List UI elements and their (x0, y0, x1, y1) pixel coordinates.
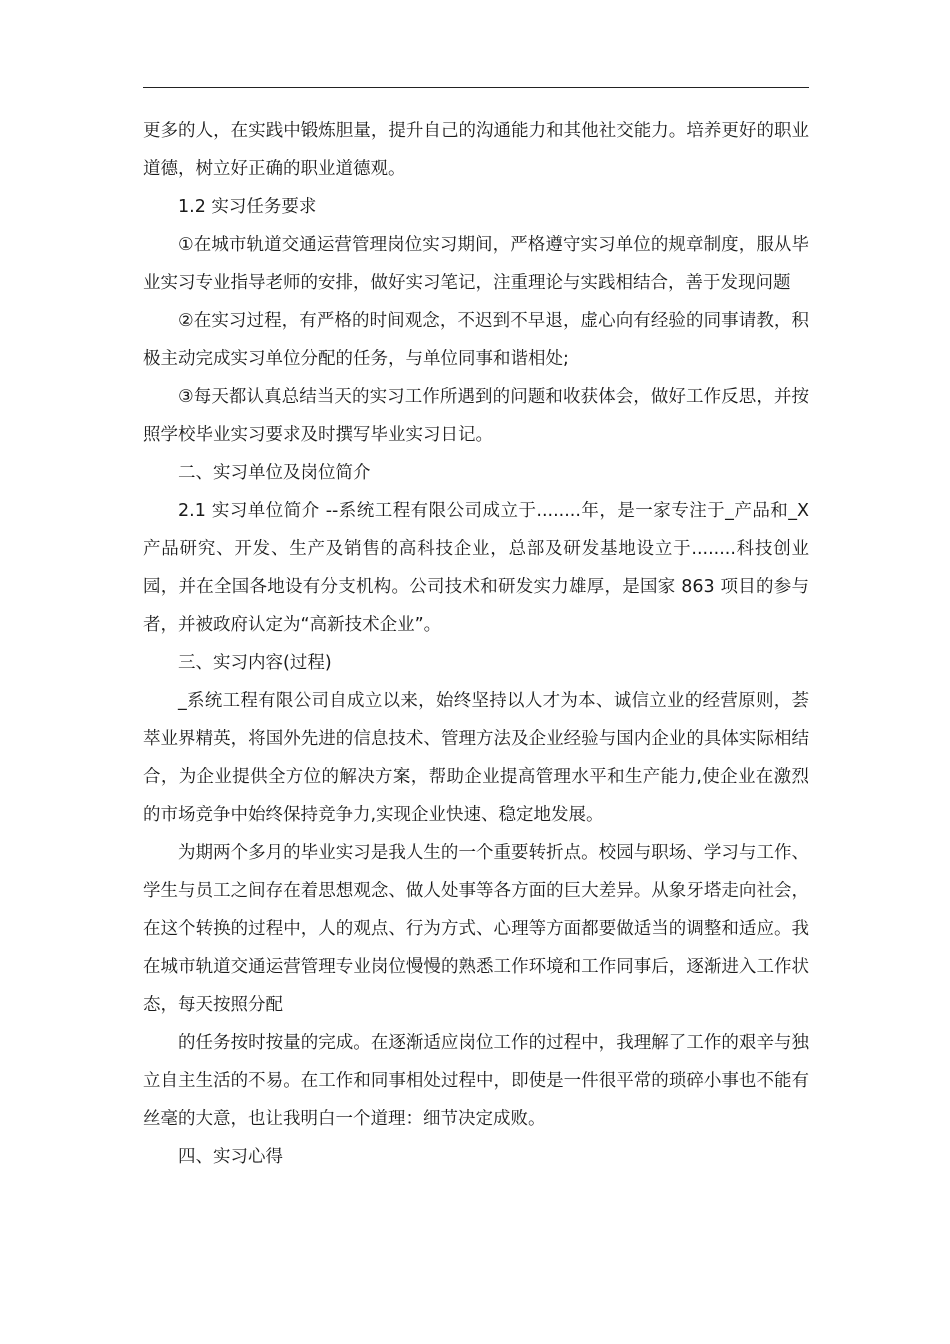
header-rule (143, 87, 809, 88)
paragraph-task-1: ①在城市轨道交通运营管理岗位实习期间，严格遵守实习单位的规章制度，服从毕业实习专业指导老师的安排，做好实习笔记，注重理论与实践相结合，善于发现问题 (143, 235, 809, 293)
paragraph-company-principles: _系统工程有限公司自成立以来，始终坚持以人才为本、诚信立业的经营原则，荟萃业界精英，将国外先进的信息技术、管理方法及企业经验与国内企业的具体实际相结合，为企业提供全方位的解决方案，帮助企业提高管理水平和生产能力,使企业在激烈的市场竞争中始终保持竞争力,实现企业快速、稳定地发展。 (143, 691, 809, 825)
paragraph-task-3: ③每天都认真总结当天的实习工作所遇到的问题和收获体会，做好工作反思，并按照学校毕业实习要求及时撰写毕业实习日记。 (143, 387, 809, 445)
paragraph-internship-continuation: 的任务按时按量的完成。在逐渐适应岗位工作的过程中，我理解了工作的艰辛与独立自主生活的不易。在工作和同事相处过程中，即使是一件很平常的琐碎小事也不能有丝毫的大意，也让我明白一个道理：细节决定成败。 (143, 1033, 809, 1129)
paragraph-intro-continuation: 更多的人，在实践中锻炼胆量，提升自己的沟通能力和其他社交能力。培养更好的职业道德，树立好正确的职业道德观。 (143, 121, 809, 179)
section-heading-1-2: 1.2 实习任务要求 (178, 197, 317, 217)
paragraph-task-2: ②在实习过程，有严格的时间观念，不迟到不早退，虚心向有经验的同事请教，积极主动完成实习单位分配的任务，与单位同事和谐相处; (143, 311, 809, 369)
section-heading-2: 二、实习单位及岗位简介 (178, 463, 371, 483)
paragraph-company-intro: 2.1 实习单位简介 --系统工程有限公司成立于........年，是一家专注于_产品和_X 产品研究、开发、生产及销售的高科技企业，总部及研发基地设立于........科技创业园，并在全国各地设有分支机构。公司技术和研发实力雄厚，是国家 863 项目的参与者，并被政府认定为“高新技术企业”。 (143, 501, 809, 635)
section-heading-3: 三、实习内容(过程) (178, 653, 332, 673)
section-heading-4: 四、实习心得 (178, 1147, 283, 1167)
paragraph-internship-experience: 为期两个多月的毕业实习是我人生的一个重要转折点。校园与职场、学习与工作、学生与员工之间存在着思想观念、做人处事等各方面的巨大差异。从象牙塔走向社会，在这个转换的过程中，人的观点、行为方式、心理等方面都要做适当的调整和适应。我在城市轨道交通运营管理专业岗位慢慢的熟悉工作环境和工作同事后，逐渐进入工作状态，每天按照分配 (143, 843, 809, 1015)
document-body (143, 112, 809, 1176)
